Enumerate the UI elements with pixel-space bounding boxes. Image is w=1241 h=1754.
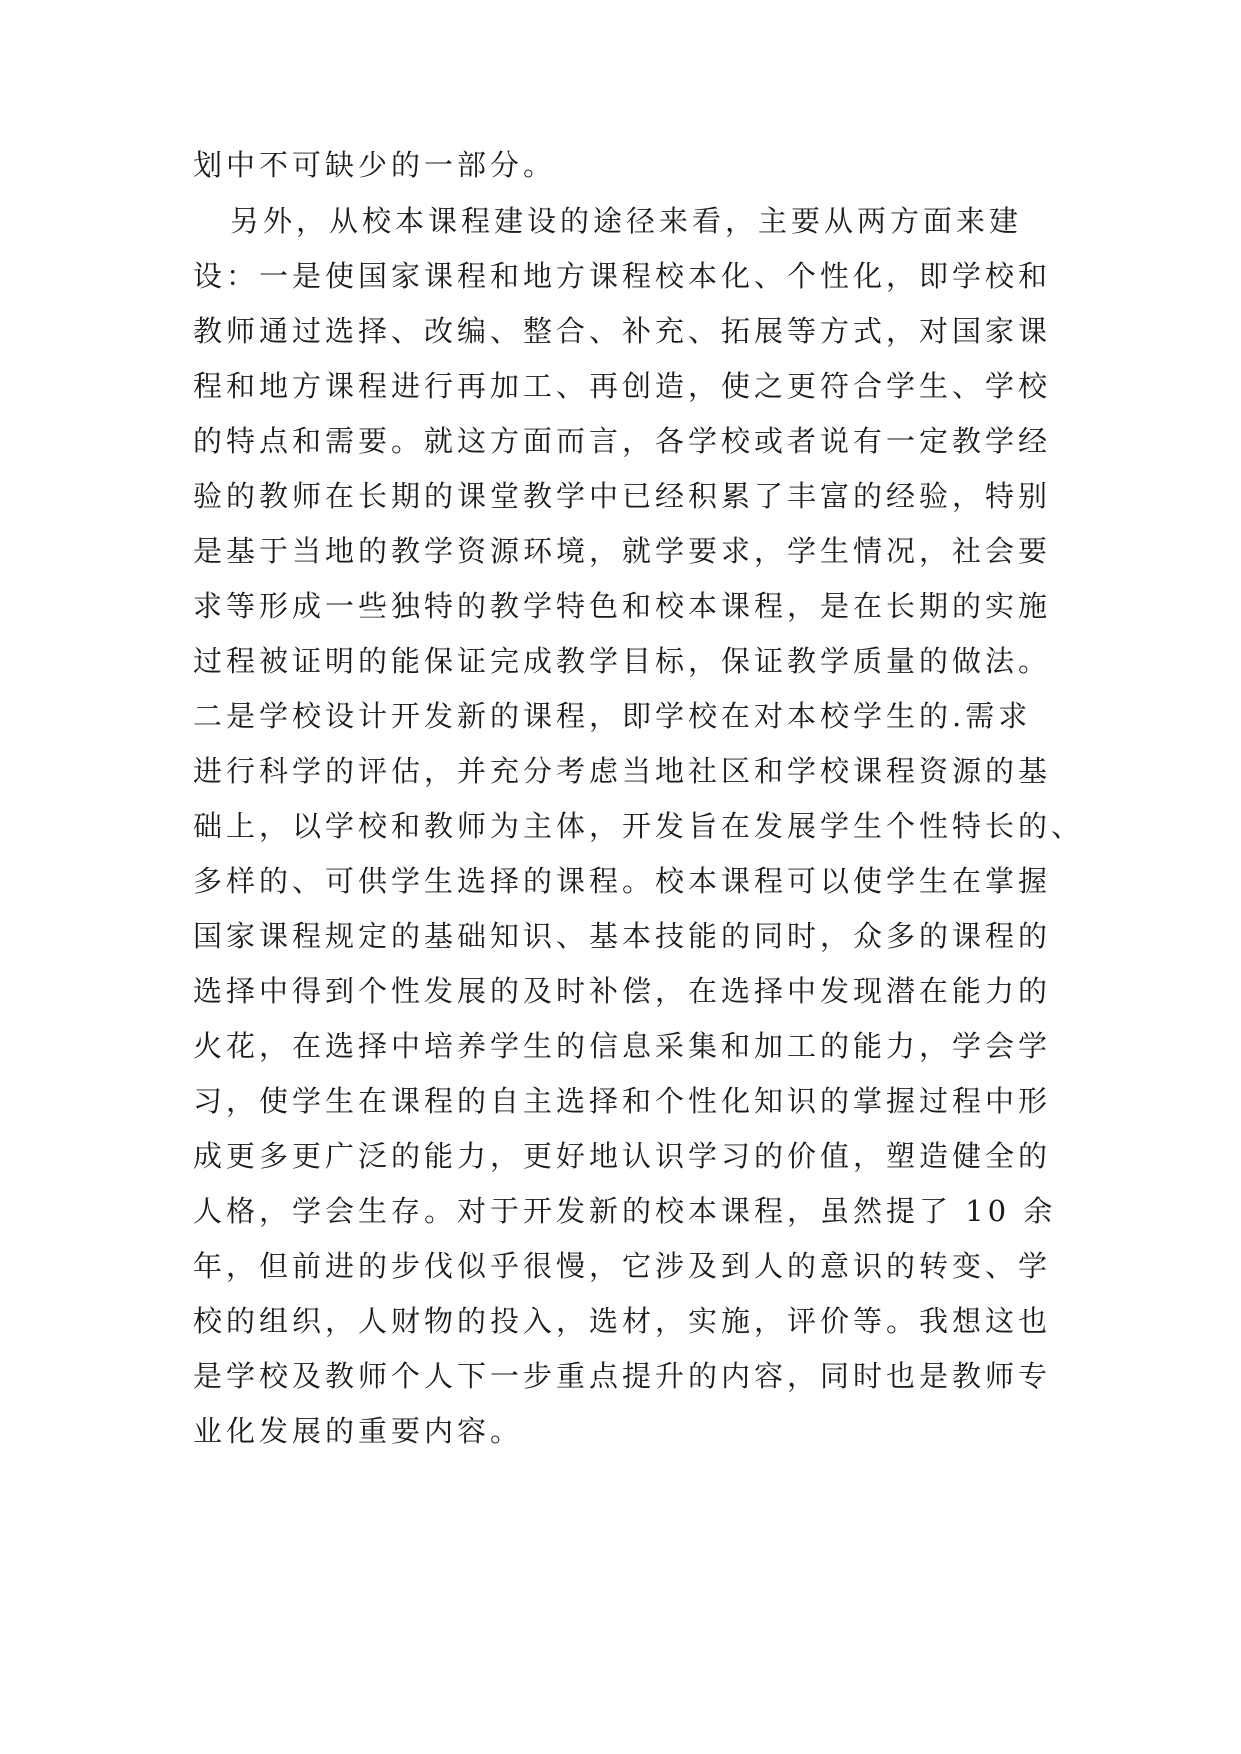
text-line: 的特点和需要。就这方面而言，各学校或者说有一定教学经	[193, 424, 1052, 458]
text-line: 教师通过选择、改编、整合、补充、拓展等方式，对国家课	[193, 314, 1052, 348]
text-line: 验的教师在长期的课堂教学中已经积累了丰富的经验，特别	[193, 479, 1052, 513]
text-line: 年，但前进的步伐似乎很慢，它涉及到人的意识的转变、学	[193, 1249, 1052, 1283]
text-line: 人格，学会生存。对于开发新的校本课程，虽然提了 10 余	[193, 1194, 1057, 1228]
text-line: 进行科学的评估，并充分考虑当地社区和学校课程资源的基	[193, 754, 1052, 788]
text-line: 习，使学生在课程的自主选择和个性化知识的掌握过程中形	[193, 1084, 1052, 1118]
text-line: 二是学校设计开发新的课程，即学校在对本校学生的.需求	[193, 699, 1032, 733]
text-line: 础上，以学校和教师为主体，开发旨在发展学生个性特长的、	[193, 809, 1085, 843]
text-line: 国家课程规定的基础知识、基本技能的同时，众多的课程的	[193, 919, 1052, 953]
text-line: 程和地方课程进行再加工、再创造，使之更符合学生、学校	[193, 369, 1052, 403]
text-line: 业化发展的重要内容。	[193, 1414, 524, 1448]
text-line: 过程被证明的能保证完成教学目标，保证教学质量的做法。	[193, 644, 1052, 678]
text-line: 多样的、可供学生选择的课程。校本课程可以使学生在掌握	[193, 864, 1052, 898]
text-line: 成更多更广泛的能力，更好地认识学习的价值，塑造健全的	[193, 1139, 1052, 1173]
text-line: 求等形成一些独特的教学特色和校本课程，是在长期的实施	[193, 589, 1052, 623]
text-line: 划中不可缺少的一部分。	[193, 148, 557, 182]
text-line: 校的组织，人财物的投入，选材，实施，评价等。我想这也	[193, 1304, 1052, 1338]
text-line: 设：一是使国家课程和地方课程校本化、个性化，即学校和	[193, 259, 1052, 293]
text-line: 火花，在选择中培养学生的信息采集和加工的能力，学会学	[193, 1029, 1052, 1063]
text-line: 是学校及教师个人下一步重点提升的内容，同时也是教师专	[193, 1359, 1052, 1393]
text-line: 选择中得到个性发展的及时补偿，在选择中发现潜在能力的	[193, 974, 1052, 1008]
paragraph-first-line: 另外，从校本课程建设的途径来看，主要从两方面来建	[230, 204, 1023, 238]
text-line: 是基于当地的教学资源环境，就学要求，学生情况，社会要	[193, 534, 1052, 568]
